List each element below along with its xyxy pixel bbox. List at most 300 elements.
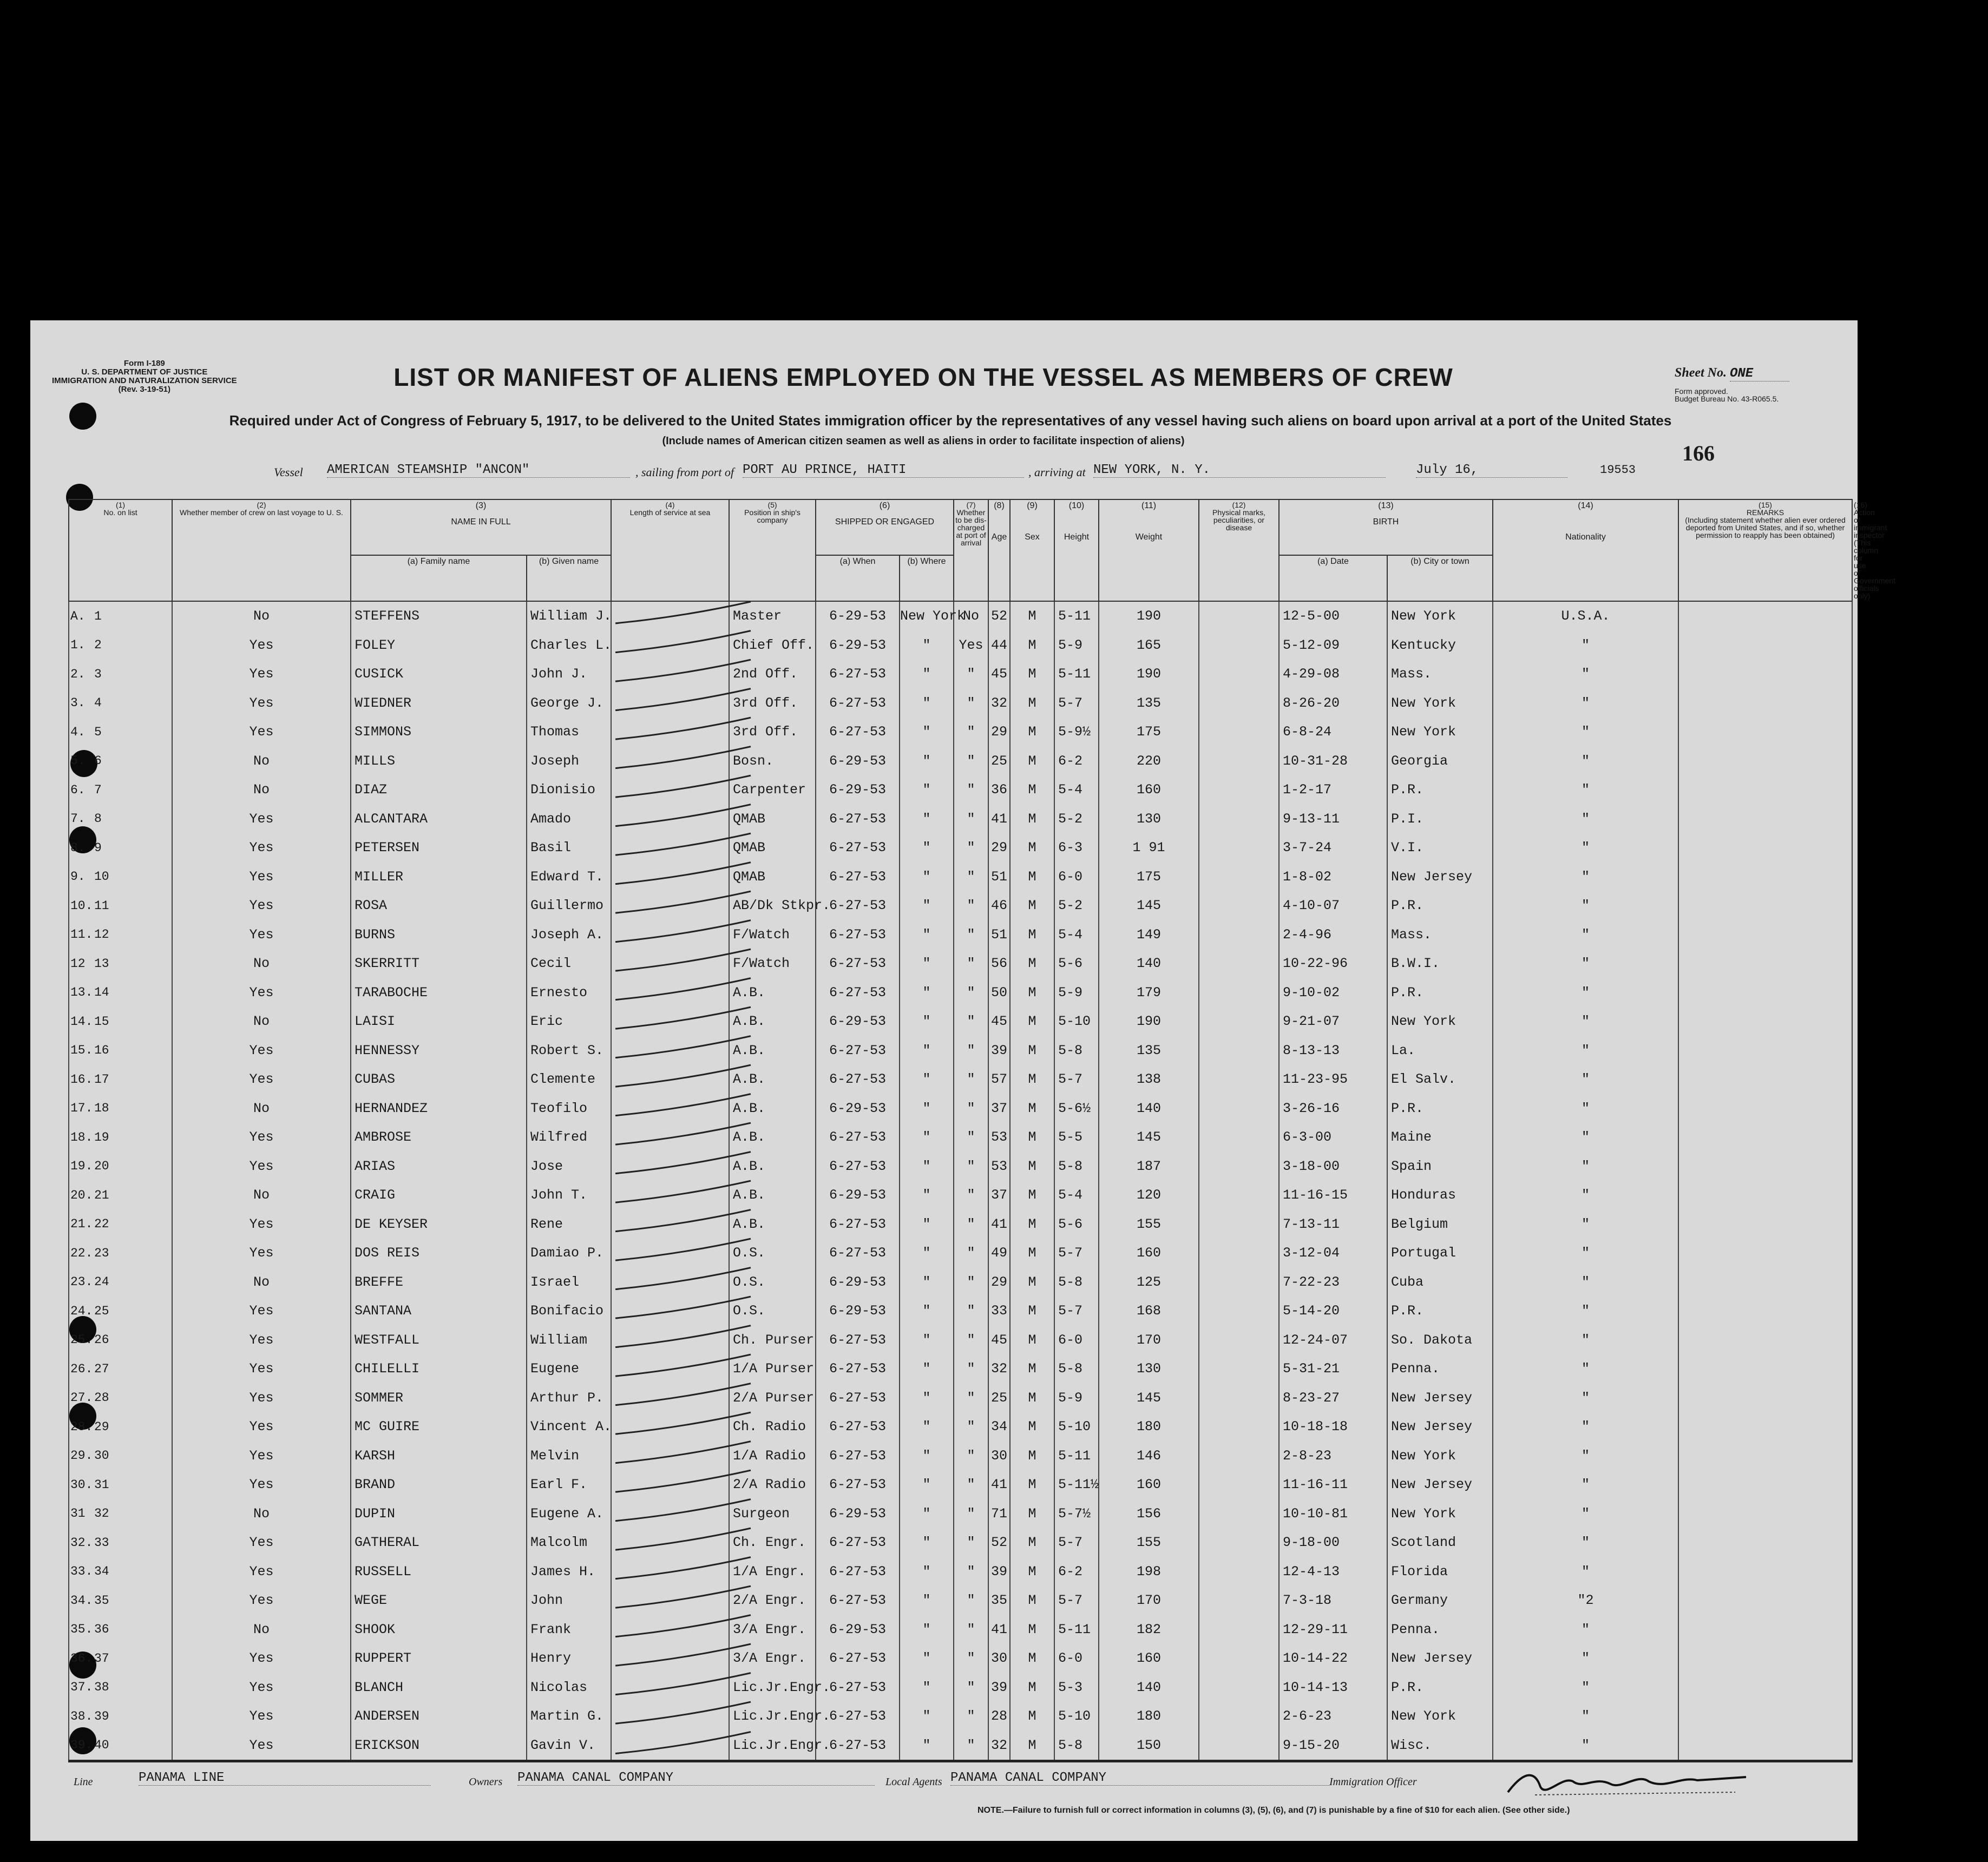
birth-date: 10-31-28 [1283, 753, 1348, 769]
nationality: " [1581, 1303, 1590, 1319]
check-stroke [615, 1210, 751, 1232]
nationality: " [1581, 1621, 1590, 1637]
birth-date: 1-2-17 [1283, 782, 1332, 798]
prev-voyage: Yes [249, 637, 274, 653]
age: 29 [990, 840, 1007, 856]
list-number: 11 [94, 898, 109, 913]
height: 5-8 [1058, 1158, 1083, 1174]
check-stroke [615, 1123, 751, 1144]
given-name: Robert S. [530, 1042, 604, 1058]
sex: M [1028, 926, 1036, 943]
row-prefix: 30. [70, 1477, 93, 1492]
check-stroke [615, 660, 751, 681]
family-name: PETERSEN [355, 840, 420, 856]
given-name: Frank [530, 1621, 572, 1637]
age: 49 [990, 1245, 1007, 1261]
shipped-where: " [922, 753, 931, 769]
position: O.S. [733, 1245, 766, 1261]
check-stroke [615, 949, 751, 971]
shipped-where: " [922, 695, 931, 711]
height: 5-10 [1058, 1014, 1091, 1030]
height: 5-7 [1058, 1071, 1083, 1088]
birth-date: 6-3-00 [1283, 1129, 1332, 1146]
height: 5-2 [1058, 898, 1083, 914]
nationality: " [1581, 637, 1590, 653]
shipped-when: 6-27-53 [829, 984, 887, 1001]
position: 1/A Radio [733, 1448, 806, 1464]
vessel-value: AMERICAN STEAMSHIP "ANCON" [327, 463, 630, 478]
given-name: John [530, 1593, 563, 1609]
given-name: Eugene A. [530, 1505, 604, 1522]
list-number: 27 [94, 1361, 109, 1376]
weight: 138 [1136, 1071, 1161, 1088]
sex: M [1028, 1563, 1036, 1580]
row-prefix: 23. [70, 1275, 93, 1289]
check-stroke [615, 1702, 751, 1723]
birth-date: 9-13-11 [1283, 811, 1340, 827]
col-sex-label: Sex [1025, 532, 1040, 542]
prev-voyage: No [253, 1100, 270, 1116]
given-name: Arthur P. [530, 1390, 604, 1406]
arriving-label-text: , arriving at [1028, 465, 1086, 479]
weight: 140 [1136, 1679, 1161, 1695]
family-name: BREFFE [355, 1274, 404, 1290]
row-prefix: 26. [70, 1361, 93, 1376]
height: 6-3 [1058, 840, 1083, 856]
list-number: 15 [94, 1014, 109, 1029]
row-prefix: 10. [70, 898, 93, 913]
position: A.B. [733, 1129, 766, 1146]
line-value: PANAMA LINE [139, 1771, 431, 1786]
birth-date: 12-5-00 [1283, 608, 1340, 624]
row-prefix: 17. [70, 1101, 93, 1116]
birth-city: El Salv. [1391, 1071, 1456, 1088]
discharge: " [967, 840, 975, 856]
position: Ch. Purser [733, 1332, 815, 1348]
shipped-where: " [922, 869, 931, 885]
nationality: " [1581, 1129, 1590, 1146]
row-prefix: 9. [70, 870, 86, 884]
nationality: " [1581, 926, 1590, 943]
position: AB/Dk Stkpr. [733, 898, 831, 914]
birth-city: Penna. [1391, 1361, 1440, 1377]
arrival-year-value: 19553 [1600, 463, 1636, 477]
height: 6-2 [1058, 1563, 1083, 1580]
sex: M [1028, 1216, 1036, 1232]
birth-city: New York [1391, 1014, 1456, 1030]
birth-city: P.I. [1391, 811, 1424, 827]
shipped-when: 6-27-53 [829, 1563, 887, 1580]
birth-city: New York [1391, 1708, 1456, 1725]
birth-city: Scotland [1391, 1535, 1456, 1551]
birth-date: 6-8-24 [1283, 724, 1332, 740]
list-number: 28 [94, 1391, 109, 1405]
check-stroke [615, 747, 751, 768]
nationality: " [1581, 1535, 1590, 1551]
check-stroke [615, 978, 751, 1000]
shipped-where: " [922, 1245, 931, 1261]
position: Lic.Jr.Engr. [733, 1708, 831, 1725]
height: 5-9½ [1058, 724, 1091, 740]
nationality: " [1581, 1245, 1590, 1261]
family-name: SIMMONS [355, 724, 412, 740]
birth-city: New York [1391, 1505, 1456, 1522]
col-remarks-label: REMARKS [1746, 508, 1784, 517]
discharge: " [967, 724, 975, 740]
birth-city: P.R. [1391, 1100, 1424, 1116]
position: 3/A Engr. [733, 1621, 806, 1637]
family-name: STEFFENS [355, 608, 420, 624]
discharge: " [967, 695, 975, 711]
row-prefix: 28. [70, 1419, 93, 1434]
height: 5-8 [1058, 1361, 1083, 1377]
discharge: " [967, 1245, 975, 1261]
position: QMAB [733, 869, 766, 885]
prev-voyage: Yes [249, 926, 274, 943]
nationality: " [1581, 1448, 1590, 1464]
sex: M [1028, 1419, 1036, 1435]
check-stroke [615, 1354, 751, 1376]
row-prefix: 37. [70, 1680, 93, 1695]
nationality: " [1581, 1100, 1590, 1116]
sex: M [1028, 1158, 1036, 1174]
weight: 146 [1136, 1448, 1161, 1464]
weight: 175 [1136, 724, 1161, 740]
family-name: DUPIN [355, 1505, 396, 1522]
shipped-where: " [922, 666, 931, 682]
family-name: ROSA [355, 898, 388, 914]
age: 39 [990, 1679, 1007, 1695]
weight: 180 [1136, 1419, 1161, 1435]
shipped-where: New York [900, 608, 966, 624]
sex: M [1028, 1129, 1036, 1146]
sex: M [1028, 637, 1036, 653]
col-discharge-num: (7) [966, 501, 976, 509]
height: 5-9 [1058, 984, 1083, 1001]
age: 34 [990, 1419, 1007, 1435]
prev-voyage: Yes [249, 1477, 274, 1493]
family-name: TARABOCHE [355, 984, 428, 1001]
given-name: Eugene [530, 1361, 580, 1377]
row-prefix: 38. [70, 1709, 93, 1723]
nationality: " [1581, 724, 1590, 740]
check-stroke [615, 631, 751, 653]
discharge: " [967, 753, 975, 769]
discharge: " [967, 811, 975, 827]
check-stroke [615, 1412, 751, 1434]
sex: M [1028, 984, 1036, 1001]
family-name: CUSICK [355, 666, 404, 682]
sex: M [1028, 608, 1036, 624]
prev-voyage: Yes [249, 695, 274, 711]
position: Bosn. [733, 753, 774, 769]
weight: 135 [1136, 1042, 1161, 1058]
weight: 155 [1136, 1216, 1161, 1232]
position: A.B. [733, 1100, 766, 1116]
row-prefix: 22. [70, 1246, 93, 1260]
row-prefix: 31 [70, 1506, 86, 1521]
row-prefix: 5. [70, 754, 86, 768]
position: A.B. [733, 1216, 766, 1232]
height: 5-10 [1058, 1419, 1091, 1435]
prev-voyage: No [253, 1621, 270, 1637]
prev-voyage: Yes [249, 898, 274, 914]
discharge: " [967, 1042, 975, 1058]
list-number: 20 [94, 1159, 109, 1174]
family-name: MC GUIRE [355, 1419, 420, 1435]
shipped-when: 6-27-53 [829, 1708, 887, 1725]
col-when-header: (a) When [816, 555, 900, 601]
shipped-where: " [922, 926, 931, 943]
discharge: No [962, 608, 979, 624]
shipped-where: " [922, 1014, 931, 1030]
check-stroke [615, 891, 751, 913]
row-prefix: A. [70, 609, 86, 623]
prev-voyage: Yes [249, 1361, 274, 1377]
position: Surgeon [733, 1505, 790, 1522]
agents-field [885, 1776, 942, 1788]
col-birth-num: (13) [1378, 501, 1394, 510]
age: 50 [990, 984, 1007, 1001]
prev-voyage: Yes [249, 724, 274, 740]
col-position-num: (5) [767, 501, 777, 509]
birth-city: So. Dakota [1391, 1332, 1473, 1348]
height: 5-11 [1058, 1621, 1091, 1637]
shipped-where: " [922, 1274, 931, 1290]
prev-voyage: No [253, 1274, 270, 1290]
col-nationality-num: (14) [1578, 501, 1593, 510]
nationality: " [1581, 956, 1590, 972]
birth-date: 3-26-16 [1283, 1100, 1340, 1116]
sex: M [1028, 1014, 1036, 1030]
shipped-where: " [922, 1100, 931, 1116]
sex: M [1028, 898, 1036, 914]
sex: M [1028, 1100, 1036, 1116]
height: 5-6 [1058, 956, 1083, 972]
position: Ch. Radio [733, 1419, 806, 1435]
row-prefix: 8. [70, 840, 86, 855]
height: 5-11½ [1058, 1477, 1099, 1493]
discharge: " [967, 1679, 975, 1695]
nationality: " [1581, 1419, 1590, 1435]
col-name-label: NAME IN FULL [451, 517, 511, 527]
weight: 180 [1136, 1708, 1161, 1725]
birth-date: 11-16-15 [1283, 1187, 1348, 1203]
position: Lic.Jr.Engr. [733, 1679, 831, 1695]
shipped-when: 6-29-53 [829, 753, 887, 769]
discharge: " [967, 898, 975, 914]
height: 5-8 [1058, 1042, 1083, 1058]
prev-voyage: No [253, 1014, 270, 1030]
shipped-where: " [922, 1477, 931, 1493]
sex: M [1028, 782, 1036, 798]
row-prefix: 19. [70, 1159, 93, 1174]
nationality: " [1581, 1014, 1590, 1030]
height: 6-2 [1058, 753, 1083, 769]
col-height-label: Height [1064, 532, 1090, 542]
sheet-number: ONE [1730, 366, 1789, 381]
prev-voyage: No [253, 1187, 270, 1203]
col-bdate-header: (a) Date [1279, 555, 1387, 601]
check-stroke [615, 1442, 751, 1463]
birth-date: 7-3-18 [1283, 1593, 1332, 1609]
birth-city: New Jersey [1391, 1419, 1473, 1435]
shipped-where: " [922, 1042, 931, 1058]
service: IMMIGRATION AND NATURALIZATION SERVICE [52, 376, 237, 385]
list-number: 9 [94, 840, 102, 855]
family-name: MILLER [355, 869, 404, 885]
family-name: SHOOK [355, 1621, 396, 1637]
weight: 170 [1136, 1332, 1161, 1348]
sex: M [1028, 1274, 1036, 1290]
shipped-when: 6-27-53 [829, 1650, 887, 1667]
prev-voyage: No [253, 753, 270, 769]
age: 32 [990, 1737, 1007, 1753]
position: F/Watch [733, 956, 790, 972]
age: 46 [990, 898, 1007, 914]
weight: 182 [1136, 1621, 1161, 1637]
check-stroke [615, 1615, 751, 1637]
approved-line: Form approved. [1675, 387, 1728, 396]
subtitle: Required under Act of Congress of February 5, 1917, to be delivered to the United States immigration officer by the representatives of any vessel having such aliens on board upon arrival at a port of the United States [229, 412, 1672, 429]
birth-city: New Jersey [1391, 1477, 1473, 1493]
height: 5-3 [1058, 1679, 1083, 1695]
shipped-when: 6-27-53 [829, 1071, 887, 1088]
check-stroke [615, 1007, 751, 1029]
nationality: " [1581, 898, 1590, 914]
prev-voyage: No [253, 956, 270, 972]
discharge: " [967, 1390, 975, 1406]
row-prefix: 25. [70, 1333, 93, 1347]
shipped-where: " [922, 984, 931, 1001]
prev-voyage: Yes [249, 1303, 274, 1319]
position: 3/A Engr. [733, 1650, 806, 1667]
position: A.B. [733, 984, 766, 1001]
footer-note: NOTE.—Failure to furnish full or correct information in columns (3), (5), (6), and (7) is punishable by a fine of $10 for each alien. (See other side.) [977, 1806, 1570, 1815]
birth-city: P.R. [1391, 898, 1424, 914]
nationality: " [1581, 1737, 1590, 1753]
given-name: Teofilo [530, 1100, 588, 1116]
given-name: Guillermo [530, 898, 604, 914]
nationality: " [1581, 666, 1590, 682]
row-prefix: 6. [70, 782, 86, 797]
col-sex-num: (9) [1027, 501, 1038, 510]
birth-city: Penna. [1391, 1621, 1440, 1637]
birth-city: Belgium [1391, 1216, 1448, 1232]
row-prefix: 34. [70, 1593, 93, 1608]
list-number: 3 [94, 667, 102, 681]
birth-city: Kentucky [1391, 637, 1456, 653]
list-number: 21 [94, 1188, 109, 1202]
list-number: 24 [94, 1275, 109, 1289]
family-name: RUPPERT [355, 1650, 412, 1667]
given-name: George J. [530, 695, 604, 711]
prev-voyage: Yes [249, 1563, 274, 1580]
age: 32 [990, 695, 1007, 711]
position: QMAB [733, 811, 766, 827]
given-name: Damiao P. [530, 1245, 604, 1261]
owners-value: PANAMA CANAL COMPANY [517, 1771, 875, 1786]
col-height-num: (10) [1068, 501, 1085, 510]
position: Chief Off. [733, 637, 815, 653]
shipped-when: 6-27-53 [829, 1390, 887, 1406]
shipped-when: 6-27-53 [829, 724, 887, 740]
birth-city: P.R. [1391, 984, 1424, 1001]
sex: M [1028, 1535, 1036, 1551]
weight: 190 [1136, 1014, 1161, 1030]
family-name: KARSH [355, 1448, 396, 1464]
age: 39 [990, 1563, 1007, 1580]
owners-label: Owners [469, 1776, 503, 1788]
discharge: " [967, 1332, 975, 1348]
birth-city: Germany [1391, 1593, 1448, 1609]
birth-date: 10-22-96 [1283, 956, 1348, 972]
row-prefix: 21. [70, 1217, 93, 1232]
weight: 175 [1136, 869, 1161, 885]
shipped-when: 6-27-53 [829, 1477, 887, 1493]
age: 45 [990, 1332, 1007, 1348]
check-stroke [615, 602, 751, 623]
shipped-when: 6-27-53 [829, 1332, 887, 1348]
shipped-where: " [922, 1535, 931, 1551]
birth-date: 3-18-00 [1283, 1158, 1340, 1174]
list-number: 18 [94, 1101, 109, 1116]
discharge: " [967, 1708, 975, 1725]
given-name: Bonifacio [530, 1303, 604, 1319]
shipped-when: 6-29-53 [829, 637, 887, 653]
row-prefix: 27. [70, 1391, 93, 1405]
family-name: HERNANDEZ [355, 1100, 428, 1116]
birth-city: Florida [1391, 1563, 1448, 1580]
birth-date: 5-14-20 [1283, 1303, 1340, 1319]
age: 25 [990, 753, 1007, 769]
age: 41 [990, 811, 1007, 827]
col-name-num: (3) [475, 501, 487, 510]
sex: M [1028, 1245, 1036, 1261]
arrival-date-value: July 16, [1416, 463, 1567, 478]
position: 3rd Off. [733, 695, 798, 711]
row-prefix: 35. [70, 1622, 93, 1637]
check-stroke [615, 1094, 751, 1116]
sex: M [1028, 1650, 1036, 1667]
position: 1/A Engr. [733, 1563, 806, 1580]
weight: 156 [1136, 1505, 1161, 1522]
birth-city: New Jersey [1391, 1650, 1473, 1667]
weight: 170 [1136, 1593, 1161, 1609]
from-port-value: PORT AU PRINCE, HAITI [743, 463, 1024, 478]
birth-date: 2-4-96 [1283, 926, 1332, 943]
family-name: BRAND [355, 1477, 396, 1493]
given-name: Joseph A. [530, 926, 604, 943]
family-name: BLANCH [355, 1679, 404, 1695]
shipped-when: 6-27-53 [829, 1448, 887, 1464]
check-stroke [615, 1732, 751, 1754]
prev-voyage: Yes [249, 1679, 274, 1695]
weight: 130 [1136, 811, 1161, 827]
height: 5-7 [1058, 695, 1083, 711]
line-value-field [139, 1771, 431, 1786]
position: O.S. [733, 1303, 766, 1319]
shipped-where: " [922, 811, 931, 827]
given-name: Jose [530, 1158, 563, 1174]
sex: M [1028, 1361, 1036, 1377]
row-prefix: 16. [70, 1072, 93, 1087]
height: 6-0 [1058, 1650, 1083, 1667]
col-position-label: Position in ship's company [744, 508, 801, 524]
prev-voyage: No [253, 1505, 270, 1522]
weight: 179 [1136, 984, 1161, 1001]
age: 52 [990, 1535, 1007, 1551]
